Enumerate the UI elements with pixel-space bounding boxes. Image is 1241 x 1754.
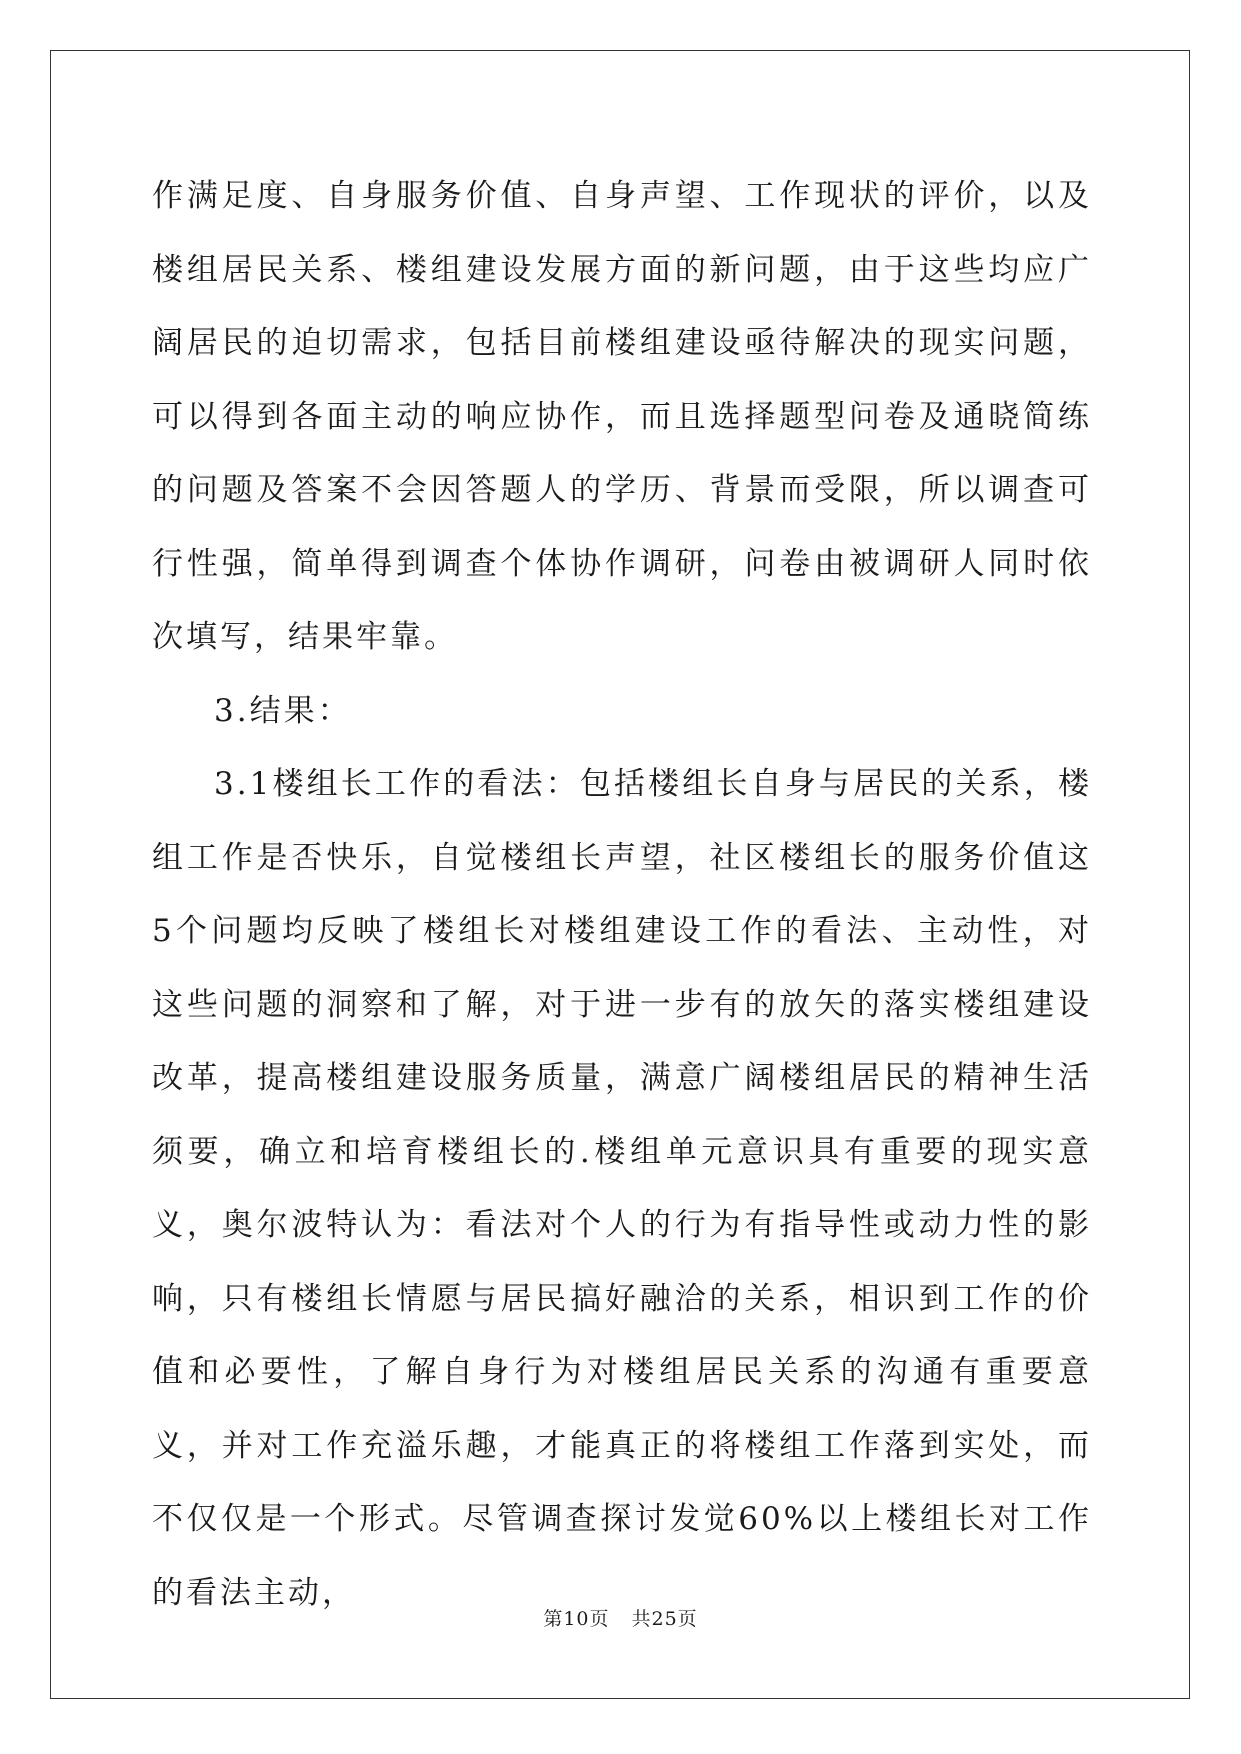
page-total: 共25页 <box>631 1608 698 1630</box>
section-heading-results: 3.结果： <box>214 692 352 729</box>
paragraph-section-3-1: 3.1楼组长工作的看法：包括楼组长自身与居民的关系，楼组工作是否快乐，自觉楼组长声望，社区楼组长的服务价值这5个问题均反映了楼组长对楼组建设工作的看法、主动性，对这些问题的洞察和了解，对于进一步有的放矢的落实楼组建设改革，提高楼组建设服务质量，满意广阔楼组居民的精神生活须要，确立和培育楼组长的.楼组单元意识具有重要的现实意义，奥尔波特认为：看法对个人的行为有指导性或动力性的影响，只有楼组长情愿与居民搞好融洽的关系，相识到工作的价值和必要性，了解自身行为对楼组居民关系的沟通有重要意义，并对工作充溢乐趣，才能真正的将楼组工作落到实处，而不仅仅是一个形式。尽管调查探讨发觉60%以上楼组长对工作的看法主动， <box>152 766 1092 1611</box>
document-body <box>152 160 1092 1630</box>
page-footer <box>0 1604 1241 1631</box>
page-number: 第10页 <box>543 1608 610 1630</box>
paragraph-continuation: 作满足度、自身服务价值、自身声望、工作现状的评价，以及楼组居民关系、楼组建设发展方面的新问题，由于这些均应广阔居民的迫切需求，包括目前楼组建设亟待解决的现实问题，可以得到各面主动的响应协作，而且选择题型问卷及通晓简练的问题及答案不会因答题人的学历、背景而受限，所以调查可行性强，简单得到调查个体协作调研，问卷由被调研人同时依次填写，结果牢靠。 <box>152 178 1092 655</box>
